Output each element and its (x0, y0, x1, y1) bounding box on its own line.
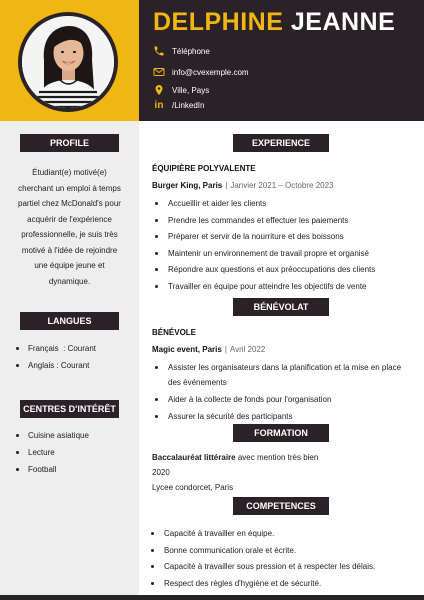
education-degree: Baccalauréat littéraire (152, 453, 236, 462)
list-item: Capacité à travailler en équipe. (148, 526, 418, 543)
contact-linkedin (153, 97, 204, 113)
education-heading: FORMATION (233, 424, 329, 442)
list-item (16, 340, 96, 357)
list-item: Assister les organisateurs dans la planification et la mise en place des événements (152, 360, 412, 390)
volunteer-duties (152, 360, 412, 424)
list-item: Aider à la collecte de fonds pour l'organisation (152, 392, 412, 407)
education-year: 2020 (152, 468, 170, 477)
education-block (152, 450, 342, 495)
list-item: Respect des règles d'hygiène et de sécurité. (148, 576, 418, 593)
education-mention: avec mention très bien (237, 453, 319, 462)
email-link[interactable]: info@cvexemple.com (172, 67, 249, 77)
interests-list (16, 427, 89, 478)
separator: | (224, 345, 227, 354)
experience-dates: Janvier 2021 – Octobre 2023 (230, 181, 334, 190)
first-name: DELPHINE (153, 8, 284, 36)
volunteer-heading: BÉNÉVOLAT (233, 298, 329, 316)
list-item: Accueillir et aider les clients (152, 196, 412, 213)
list-item (16, 427, 89, 444)
volunteer-dates: Avril 2022 (229, 345, 266, 354)
footer-bar (0, 595, 424, 600)
language-item: Français : Courant (28, 344, 97, 353)
interest-item: Cuisine asiatique (28, 431, 89, 440)
education-degree-line (152, 450, 342, 465)
experience-duties (152, 196, 412, 295)
interest-item: Lecture (28, 448, 55, 457)
location-text: Ville, Pays (172, 85, 210, 95)
experience-company: Burger King, Paris (152, 181, 223, 190)
volunteer-company: Magic event, Paris (152, 345, 222, 354)
language-item: Anglais : Courant (28, 361, 90, 370)
list-item: Maintenir un environnement de travail propre et organisé (152, 246, 412, 263)
volunteer-role: BÉNÉVOLE (152, 328, 197, 337)
list-item: Capacité à travailler sous pression et à respecter les délais. (148, 559, 418, 576)
bullet-dot (16, 364, 19, 367)
linkedin-icon: in (154, 99, 164, 111)
list-item: Travailler en équipe pour atteindre les objectifs de vente (152, 279, 412, 296)
bullet-dot (16, 434, 19, 437)
last-name: JEANNE (290, 8, 396, 36)
profile-photo-frame (18, 12, 118, 112)
skills-heading: COMPETENCES (233, 497, 329, 515)
bullet-dot (16, 451, 19, 454)
linkedin-link[interactable]: /LinkedIn (172, 100, 205, 110)
bullet-dot (16, 468, 19, 471)
languages-heading: LANGUES (20, 312, 119, 330)
profile-summary: Étudiant(e) motivé(e) cherchant un emploi à temps partiel chez McDonald's pour acquérir de l'expérience professionnelle, je suis très motivé à l'idée de rejoindre une équipe jeune et dynamique. (18, 168, 121, 286)
volunteer-company-line (152, 345, 265, 354)
candidate-name (153, 8, 395, 37)
list-item (16, 357, 96, 374)
profile-heading: PROFILE (20, 134, 119, 152)
separator: | (225, 181, 228, 190)
interests-heading: CENTRES D'INTÉRÊT (20, 400, 119, 418)
phone-icon (153, 45, 165, 57)
portrait-illustration (22, 16, 114, 108)
list-item: Bonne communication orale et écrite. (148, 543, 418, 560)
list-item (16, 461, 89, 478)
list-item: Prendre les commandes et effectuer les paiements (152, 213, 412, 230)
email-icon (153, 66, 165, 78)
list-item (16, 444, 89, 461)
contact-location (153, 82, 209, 98)
education-school: Lycee condorcet, Paris (152, 483, 234, 492)
experience-heading: EXPERIENCE (233, 134, 329, 152)
contact-phone (153, 43, 210, 59)
profile-photo (22, 16, 114, 108)
bullet-dot (16, 347, 19, 350)
location-icon (153, 84, 165, 96)
list-item: Assurer la sécurité des participants (152, 409, 412, 424)
list-item: Préparer et servir de la nourriture et des boissons (152, 229, 412, 246)
phone-text: Téléphone (172, 46, 210, 56)
languages-list (16, 340, 96, 374)
experience-company-line (152, 181, 334, 190)
list-item: Répondre aux questions et aux préoccupations des clients (152, 262, 412, 279)
experience-role: ÉQUIPIÈRE POLYVALENTE (152, 164, 256, 173)
skills-list (148, 526, 418, 592)
interest-item: Football (28, 465, 57, 474)
contact-email (153, 64, 249, 80)
